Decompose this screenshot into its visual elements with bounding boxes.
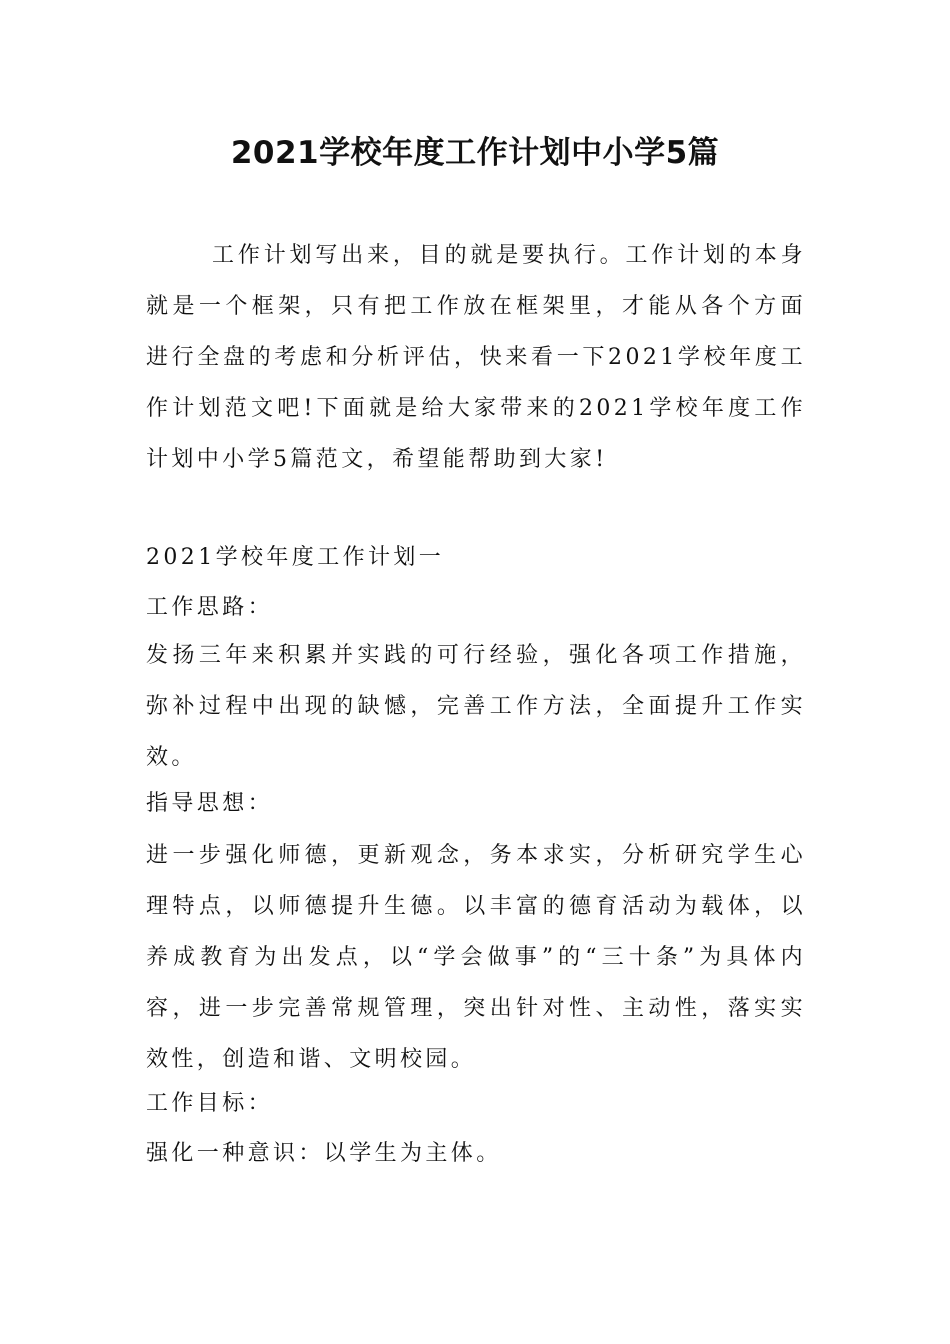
work-goal-item: 强化一种意识：以学生为主体。 [146,1141,502,1166]
work-idea-paragraph: 发扬三年来积累并实践的可行经验，强化各项工作措施，弥补过程中出现的缺憾，完善工作方法，全面提升工作实效。 [146,643,806,770]
guiding-thought-label: 指导思想： [146,791,274,816]
guiding-thought-paragraph: 进一步强化师德，更新观念，务本求实，分析研究学生心理特点，以师德提升生德。以丰富的德育活动为载体，以养成教育为出发点，以“学会做事”的“三十条”为具体内容，进一步完善常规管理，突出针对性、主动性，落实实效性，创造和谐、文明校园。 [146,843,806,1072]
work-goal-label: 工作目标： [146,1091,274,1116]
document-title: 2021学校年度工作计划中小学5篇 [230,135,720,171]
intro-paragraph: 工作计划写出来，目的就是要执行。工作计划的本身就是一个框架，只有把工作放在框架里，才能从各个方面进行全盘的考虑和分析评估，快来看一下2021学校年度工作计划范文吧!下面就是给大家带来的2021学校年度工作计划中小学5篇范文，希望能帮助到大家! [146,243,806,472]
work-idea-label: 工作思路： [146,595,274,620]
section-heading: 2021学校年度工作计划一 [146,545,445,570]
